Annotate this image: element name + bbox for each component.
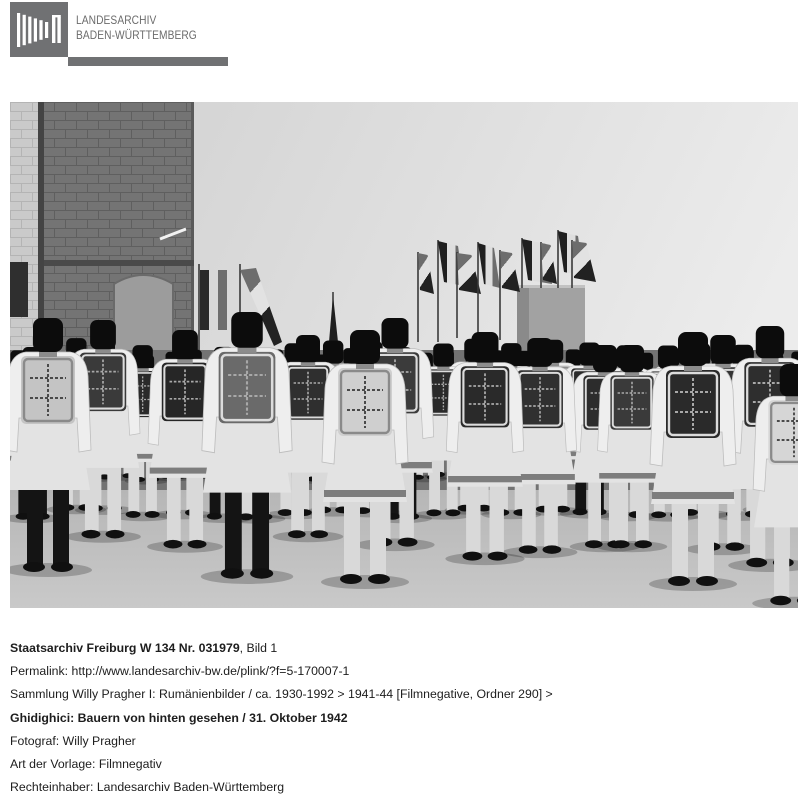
figure-shadow: [201, 569, 293, 584]
record-image-number: , Bild 1: [239, 641, 278, 655]
left-boot: [207, 513, 222, 520]
figure-shadow: [321, 575, 409, 589]
striped-flag: [200, 270, 227, 330]
logo-underline-bar: [68, 57, 228, 66]
tower-ledge: [44, 260, 194, 266]
figure-shadow: [686, 543, 761, 555]
right-leg: [544, 474, 558, 549]
photographer-label: Fotograf:: [10, 733, 60, 748]
permalink-link[interactable]: http://www.landesarchiv-bw.de/plink/?f=5-170007-1: [71, 664, 350, 679]
fur-hat: [756, 326, 785, 358]
left-boot: [288, 530, 306, 538]
record-signature-line: [10, 637, 553, 660]
archive-building-icon: [10, 2, 68, 57]
fur-hat: [433, 343, 453, 366]
logo-mark: [10, 2, 68, 57]
fur-hat: [678, 332, 708, 366]
figure-shadow: [649, 577, 737, 591]
icon-shelves: [17, 13, 61, 47]
fur-hat: [231, 312, 263, 348]
left-leg: [85, 458, 99, 534]
embroidered-hem: [324, 490, 406, 497]
left-leg: [27, 478, 43, 566]
fur-hat: [350, 330, 380, 364]
tower-side-banner: [10, 262, 28, 317]
figure-shadow: [65, 531, 141, 543]
left-leg: [774, 516, 789, 600]
fur-hat: [33, 318, 63, 352]
left-leg: [167, 468, 181, 544]
fur-hat: [620, 345, 644, 372]
left-boot: [82, 530, 101, 539]
left-boot: [426, 509, 441, 516]
record-signature: Staatsarchiv Freiburg W 134 Nr. 031979: [10, 641, 240, 655]
left-boot: [746, 558, 767, 568]
right-leg: [490, 476, 504, 555]
fur-hat: [172, 330, 198, 359]
left-leg: [522, 474, 536, 549]
left-boot: [340, 574, 362, 584]
photographer-line: [10, 730, 553, 753]
embroidered-hem: [448, 476, 522, 482]
figure-shadow: [445, 553, 524, 566]
embroidered-hem: [599, 473, 665, 479]
figure-shadow: [113, 512, 173, 522]
logo-line-1: LANDESARCHIV: [76, 13, 157, 27]
logo-line-2: BADEN-WÜRTTEMBERG: [76, 27, 197, 42]
fur-hat: [323, 341, 343, 364]
right-leg: [53, 478, 69, 566]
left-boot: [519, 545, 538, 554]
left-boot: [164, 540, 183, 549]
right-leg: [252, 480, 269, 572]
permalink-line: [10, 660, 553, 683]
permalink-label: Permalink:: [10, 664, 69, 679]
right-leg: [636, 473, 649, 543]
left-boot: [612, 540, 630, 548]
archival-photograph: [10, 102, 798, 608]
left-boot: [278, 509, 293, 516]
left-boot: [651, 511, 666, 518]
left-leg: [291, 463, 304, 533]
left-boot: [463, 552, 483, 561]
rights-holder-label: Rechteinhaber:: [10, 780, 94, 795]
right-leg: [312, 463, 325, 533]
figure-shadow: [355, 539, 434, 552]
fur-hat: [658, 345, 678, 368]
fur-hat: [296, 335, 320, 362]
original-type-value: Filmnegativ: [98, 756, 162, 771]
fur-hat: [780, 364, 798, 396]
right-boot: [250, 568, 273, 579]
right-boot: [543, 545, 562, 554]
fur-hat: [527, 338, 553, 367]
right-boot: [368, 574, 390, 584]
logo-wordmark: [76, 13, 197, 42]
photographer-value: Willy Pragher: [62, 733, 136, 748]
left-leg: [344, 490, 360, 578]
right-leg: [189, 468, 203, 544]
collection-breadcrumb: Sammlung Willy Pragher I: Rumänienbilder / ca. 1930-1992 > 1941-44 [Filmnegative, Ordner 290] >: [10, 687, 553, 702]
right-leg: [698, 492, 714, 580]
left-boot: [573, 508, 588, 515]
fur-hat: [710, 335, 736, 364]
tower-right-edge: [191, 102, 194, 362]
fur-hat: [90, 320, 116, 349]
fur-hat: [472, 332, 499, 363]
left-boot: [770, 596, 791, 606]
right-boot: [398, 538, 418, 547]
monument-top-edge: [517, 285, 585, 288]
original-type-line: [10, 753, 553, 776]
right-leg: [370, 490, 386, 578]
left-leg: [588, 473, 601, 543]
left-leg: [225, 480, 242, 572]
right-boot: [634, 540, 652, 548]
left-boot: [23, 562, 45, 572]
right-boot: [106, 530, 125, 539]
rights-holder-line: [10, 776, 553, 799]
fur-hat: [382, 318, 409, 349]
left-leg: [466, 476, 480, 555]
left-boot: [221, 568, 244, 579]
right-leg: [107, 458, 121, 534]
right-boot: [51, 562, 73, 572]
right-boot: [696, 576, 718, 586]
record-metadata: [10, 637, 553, 799]
figure-shadow: [597, 541, 667, 552]
right-boot: [445, 509, 460, 516]
left-leg: [615, 473, 628, 543]
fur-hat: [593, 345, 617, 372]
right-boot: [488, 552, 508, 561]
right-boot: [145, 511, 160, 518]
left-boot: [126, 511, 141, 518]
rights-holder-value: Landesarchiv Baden-Württemberg: [96, 780, 285, 795]
record-title-line: [10, 707, 553, 730]
figure-shadow: [273, 531, 343, 542]
right-boot: [310, 530, 328, 538]
right-boot: [188, 540, 207, 549]
photograph-scene: [10, 102, 798, 608]
tower-relief-panel: [114, 275, 173, 352]
record-title: Ghidighici: Bauern von hinten gesehen / 31. Oktober 1942: [10, 710, 348, 725]
original-type-label: Art der Vorlage:: [10, 756, 96, 771]
left-leg: [672, 492, 688, 580]
left-boot: [668, 576, 690, 586]
right-boot: [726, 542, 745, 551]
figure-shadow: [147, 541, 223, 553]
embroidered-hem: [652, 492, 734, 499]
